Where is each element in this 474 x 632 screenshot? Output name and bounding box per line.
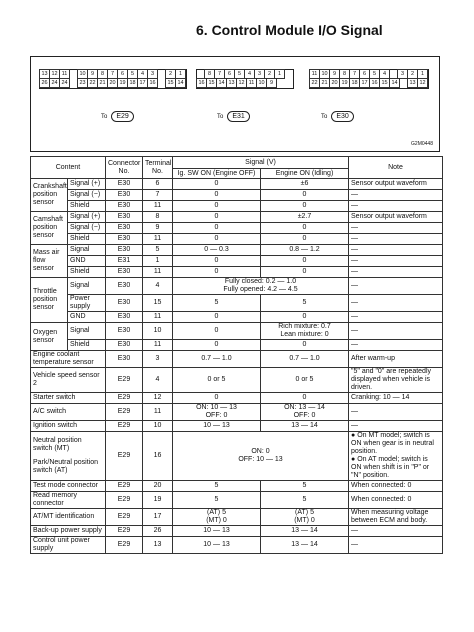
connector-pin: 13 <box>407 78 418 88</box>
ig-on-cell: 5 <box>173 295 261 312</box>
connector-pin: 15 <box>165 78 176 88</box>
connector-pin: 1 <box>175 69 186 79</box>
ig-on-cell: 0 or 5 <box>173 368 261 393</box>
terminal-cell: 10 <box>143 323 173 340</box>
header-connector: Connector No. <box>106 157 143 179</box>
content-cell <box>31 351 106 368</box>
ig-on-cell: 0 <box>173 256 261 267</box>
connector-cell: E30 <box>106 267 143 278</box>
engine-on-cell: 0 <box>261 312 349 323</box>
connector-e31 <box>196 69 294 89</box>
terminal-cell: 8 <box>143 212 173 223</box>
terminal-cell: 16 <box>143 432 173 481</box>
connector-cell: E29 <box>106 404 143 421</box>
engine-on-cell: 13 — 14 <box>261 526 349 537</box>
sub-label: Signal (+) <box>68 212 106 223</box>
connector-pin: 6 <box>224 69 235 79</box>
connector-cell: E30 <box>106 212 143 223</box>
sub-label: GND <box>68 312 106 323</box>
terminal-cell: 11 <box>143 234 173 245</box>
connector-cell: E30 <box>106 323 143 340</box>
terminal-cell: 5 <box>143 245 173 256</box>
terminal-cell: 4 <box>143 278 173 295</box>
content-label: Ignition switch <box>33 422 77 429</box>
connector-pin: 13 <box>226 78 237 88</box>
connector-cell: E30 <box>106 312 143 323</box>
header-engine-on: Engine ON (Idling) <box>261 169 349 179</box>
connector-pin: 19 <box>339 78 350 88</box>
note-cell: — <box>349 256 443 267</box>
ig-on-cell: 10 — 13 <box>173 526 261 537</box>
connector-cell: E29 <box>106 481 143 492</box>
connector-pin: 14 <box>389 78 400 88</box>
note-cell: When connected: 0 <box>349 481 443 492</box>
connector-cell: E29 <box>106 421 143 432</box>
engine-on-cell: ±2.7 <box>261 212 349 223</box>
ig-on-cell: (AT) 5 (MT) 0 <box>173 509 261 526</box>
table-row <box>31 223 443 234</box>
connector-cell: E29 <box>106 509 143 526</box>
content-label: Engine coolant temperature sensor <box>33 351 94 366</box>
engine-on-cell: (AT) 5 (MT) 0 <box>261 509 349 526</box>
table-row <box>31 368 443 393</box>
ig-on-cell: 0 <box>173 234 261 245</box>
table-row <box>31 190 443 201</box>
ig-on-cell: 0 <box>173 393 261 404</box>
sub-label: Signal (−) <box>68 190 106 201</box>
connector-cell: E29 <box>106 432 143 481</box>
connector-pin: 7 <box>107 69 118 79</box>
connector-pin: 20 <box>107 78 118 88</box>
note-cell: — <box>349 421 443 432</box>
engine-on-cell: 13 — 14 <box>261 537 349 554</box>
connector-pin: 2 <box>407 69 418 79</box>
group-label: Camshaft position sensor <box>31 212 68 245</box>
connector-pin: 3 <box>397 69 408 79</box>
content-cell <box>31 481 106 492</box>
content-cell <box>31 368 106 393</box>
engine-on-cell: 5 <box>261 481 349 492</box>
connector-pin: 12 <box>417 78 428 88</box>
e31-oval: E31 <box>227 111 249 122</box>
note-cell: — <box>349 245 443 256</box>
table-row <box>31 537 443 554</box>
io-signal-table <box>30 156 443 554</box>
table-row <box>31 351 443 368</box>
engine-on-cell: 0 <box>261 340 349 351</box>
ig-on-cell: 0 <box>173 312 261 323</box>
to-e29-label: To E29 <box>101 111 134 122</box>
connector-pin: 4 <box>137 69 148 79</box>
connector-pin: 6 <box>117 69 128 79</box>
connector-pin: 11 <box>246 78 257 88</box>
connector-cell: E30 <box>106 245 143 256</box>
connector-pin: 1 <box>274 69 285 79</box>
connector-cell: E30 <box>106 278 143 295</box>
content-label: Starter switch <box>33 394 76 401</box>
connector-pin: 7 <box>349 69 360 79</box>
ig-on-cell: 5 <box>173 481 261 492</box>
ig-on-cell: 0 <box>173 340 261 351</box>
content-cell <box>31 492 106 509</box>
note-cell: Sensor output waveform <box>349 179 443 190</box>
connector-cell: E29 <box>106 492 143 509</box>
to-e31-label: To E31 <box>217 111 250 122</box>
group-label: Mass air flow sensor <box>31 245 68 278</box>
content-cell <box>31 432 106 481</box>
connector-cell: E30 <box>106 351 143 368</box>
terminal-cell: 26 <box>143 526 173 537</box>
terminal-cell: 7 <box>143 190 173 201</box>
engine-on-cell: 13 — 14 <box>261 421 349 432</box>
connector-cell: E29 <box>106 368 143 393</box>
connector-cell: E29 <box>106 537 143 554</box>
connector-pin: 12 <box>236 78 247 88</box>
connector-pin: 22 <box>87 78 98 88</box>
terminal-cell: 6 <box>143 179 173 190</box>
connector-pin: 5 <box>127 69 138 79</box>
connector-pin: 10 <box>319 69 330 79</box>
note-cell: — <box>349 267 443 278</box>
table-row <box>31 323 443 340</box>
note-cell: Cranking: 10 — 14 <box>349 393 443 404</box>
terminal-cell: 11 <box>143 267 173 278</box>
terminal-cell: 11 <box>143 201 173 212</box>
note-cell: When measuring voltage between ECM and body. <box>349 509 443 526</box>
note-cell: — <box>349 340 443 351</box>
connector-pin: 13 <box>39 69 50 79</box>
engine-on-cell: ON: 13 — 14 OFF: 0 <box>261 404 349 421</box>
content-label-2: Park/Neutral position switch (AT) <box>33 459 98 474</box>
engine-on-cell: 0 <box>261 190 349 201</box>
ig-on-cell: 0 <box>173 223 261 234</box>
terminal-cell: 19 <box>143 492 173 509</box>
engine-on-cell: 0 or 5 <box>261 368 349 393</box>
pin-row <box>197 79 293 88</box>
engine-on-cell: 0 <box>261 201 349 212</box>
terminal-cell: 9 <box>143 223 173 234</box>
connector-pin: 6 <box>359 69 370 79</box>
ig-on-cell: 0 — 0.3 <box>173 245 261 256</box>
connector-pin: 4 <box>244 69 255 79</box>
note-cell: — <box>349 278 443 295</box>
connector-pin: 12 <box>49 69 60 79</box>
header-ig-on: Ig. SW ON (Engine OFF) <box>173 169 261 179</box>
sub-label: Shield <box>68 201 106 212</box>
content-cell <box>31 393 106 404</box>
terminal-cell: 10 <box>143 421 173 432</box>
sub-label: Signal (−) <box>68 223 106 234</box>
terminal-cell: 11 <box>143 404 173 421</box>
connector-pin: 3 <box>147 69 158 79</box>
connector-cell: E30 <box>106 340 143 351</box>
note-cell: When connected: 0 <box>349 492 443 509</box>
figure-id: G2M0448 <box>411 141 433 147</box>
content-label: Neutral position switch (MT) <box>33 437 82 452</box>
connector-cell: E29 <box>106 393 143 404</box>
sub-label: Power supply <box>68 295 106 312</box>
table-row <box>31 312 443 323</box>
note-cell: — <box>349 323 443 340</box>
engine-on-cell: ±6 <box>261 179 349 190</box>
ig-on-cell: 10 — 13 <box>173 537 261 554</box>
note-cell: — <box>349 190 443 201</box>
header-content: Content <box>31 157 106 179</box>
connector-pin: 24 <box>59 78 70 88</box>
table-row <box>31 432 443 481</box>
table-row <box>31 245 443 256</box>
connector-pin: 18 <box>127 78 138 88</box>
ig-on-cell: 0 <box>173 212 261 223</box>
table-row <box>31 492 443 509</box>
table-row <box>31 421 443 432</box>
group-label: Crankshaft position sensor <box>31 179 68 212</box>
connector-pin: 24 <box>49 78 60 88</box>
table-row <box>31 340 443 351</box>
sub-label: Shield <box>68 234 106 245</box>
table-row <box>31 295 443 312</box>
engine-on-cell: 0 <box>261 223 349 234</box>
content-label: Test mode connector <box>33 482 98 489</box>
note-cell: — <box>349 201 443 212</box>
header-terminal: Terminal No. <box>143 157 173 179</box>
ig-on-cell: 0 <box>173 179 261 190</box>
content-label: Control unit power supply <box>33 537 90 552</box>
connector-pin: 10 <box>77 69 88 79</box>
terminal-cell: 4 <box>143 368 173 393</box>
sub-label: Shield <box>68 267 106 278</box>
note-cell: ● On MT model; switch is ON when gear is in neutral position. ● On AT model; switch is ON when shift is in "P" or "N" position. <box>349 432 443 481</box>
ig-on-cell: ON: 10 — 13 OFF: 0 <box>173 404 261 421</box>
connector-pin: 9 <box>266 78 277 88</box>
connector-pin: 17 <box>137 78 148 88</box>
engine-on-cell: Rich mixture: 0.7 Lean mixture: 0 <box>261 323 349 340</box>
group-label: Oxygen sensor <box>31 323 68 351</box>
connector-pin: 21 <box>97 78 108 88</box>
connector-pin: 20 <box>329 78 340 88</box>
connector-pin: 14 <box>175 78 186 88</box>
ig-on-cell: 0 <box>173 201 261 212</box>
content-label: AT/MT identification <box>33 513 95 520</box>
table-row <box>31 179 443 190</box>
connector-pin: 16 <box>147 78 158 88</box>
e29-oval: E29 <box>111 111 133 122</box>
note-cell: — <box>349 234 443 245</box>
connector-pin: 9 <box>329 69 340 79</box>
note-cell: — <box>349 295 443 312</box>
table-row <box>31 212 443 223</box>
table-row <box>31 278 443 295</box>
connector-cell: E30 <box>106 179 143 190</box>
to-e30-label: To E30 <box>321 111 354 122</box>
connector-cell: E30 <box>106 295 143 312</box>
connector-pin: 26 <box>39 78 50 88</box>
table-row <box>31 267 443 278</box>
terminal-cell: 11 <box>143 340 173 351</box>
connector-pin: 15 <box>379 78 390 88</box>
sub-label: GND <box>68 256 106 267</box>
connector-pin: 22 <box>309 78 320 88</box>
connector-pin <box>284 69 293 77</box>
connector-cell: E31 <box>106 256 143 267</box>
terminal-cell: 13 <box>143 537 173 554</box>
note-cell: — <box>349 404 443 421</box>
content-label: Vehicle speed sensor 2 <box>33 372 100 387</box>
table-row <box>31 404 443 421</box>
connector-pin: 17 <box>359 78 370 88</box>
engine-on-cell: 0 <box>261 256 349 267</box>
connector-e30 <box>309 69 429 89</box>
terminal-cell: 11 <box>143 312 173 323</box>
table-row <box>31 234 443 245</box>
engine-on-cell: 0.7 — 1.0 <box>261 351 349 368</box>
connector-pin: 1 <box>417 69 428 79</box>
note-cell: — <box>349 537 443 554</box>
connector-pin: 16 <box>196 78 207 88</box>
note-cell: "5" and "0" are repeatedly displayed when vehicle is driven. <box>349 368 443 393</box>
engine-on-cell: 0 <box>261 234 349 245</box>
content-label: A/C switch <box>33 408 67 415</box>
sub-label: Signal <box>68 245 106 256</box>
terminal-cell: 3 <box>143 351 173 368</box>
table-row <box>31 256 443 267</box>
content-cell <box>31 509 106 526</box>
table-row <box>31 509 443 526</box>
connector-pin: 2 <box>165 69 176 79</box>
note-cell: After warm-up <box>349 351 443 368</box>
connector-cell: E30 <box>106 223 143 234</box>
group-label: Throttle position sensor <box>31 278 68 323</box>
content-cell <box>31 526 106 537</box>
engine-on-cell: 0 <box>261 393 349 404</box>
note-cell: — <box>349 223 443 234</box>
terminal-cell: 15 <box>143 295 173 312</box>
connector-pin: 9 <box>87 69 98 79</box>
connector-cell: E30 <box>106 201 143 212</box>
ig-on-cell: 0 <box>173 267 261 278</box>
connector-pin: 3 <box>254 69 265 79</box>
pin-row <box>310 79 428 88</box>
connector-pin: 21 <box>319 78 330 88</box>
terminal-cell: 12 <box>143 393 173 404</box>
ig-on-cell: 0 <box>173 190 261 201</box>
content-cell <box>31 537 106 554</box>
e30-oval: E30 <box>331 111 353 122</box>
sub-label: Shield <box>68 340 106 351</box>
header-signal: Signal (V) <box>173 157 349 169</box>
connector-pin: 5 <box>369 69 380 79</box>
connector-pin: 23 <box>77 78 88 88</box>
connector-cell: E29 <box>106 526 143 537</box>
connector-cell: E30 <box>106 190 143 201</box>
signal-span-cell: Fully closed: 0.2 — 1.0 Fully opened: 4.2 — 4.5 <box>173 278 349 295</box>
content-label: Back-up power supply <box>33 527 102 534</box>
connector-pin: 18 <box>349 78 360 88</box>
table-row <box>31 526 443 537</box>
note-cell: — <box>349 312 443 323</box>
pin-row <box>40 79 186 88</box>
connector-e29 <box>39 69 187 89</box>
sub-label: Signal <box>68 278 106 295</box>
connector-pin: 19 <box>117 78 128 88</box>
ig-on-cell: 10 — 13 <box>173 421 261 432</box>
header-note: Note <box>349 157 443 179</box>
ig-on-cell: 0 <box>173 323 261 340</box>
table-row <box>31 393 443 404</box>
connector-diagram <box>30 56 440 152</box>
page-title: 6. Control Module I/O Signal <box>196 22 383 38</box>
engine-on-cell: 0.8 — 1.2 <box>261 245 349 256</box>
connector-pin: 8 <box>97 69 108 79</box>
signal-span-cell: ON: 0 OFF: 10 — 13 <box>173 432 349 481</box>
engine-on-cell: 5 <box>261 295 349 312</box>
ig-on-cell: 5 <box>173 492 261 509</box>
connector-cell: E30 <box>106 234 143 245</box>
connector-pin: 10 <box>256 78 267 88</box>
note-cell: Sensor output waveform <box>349 212 443 223</box>
connector-pin: 15 <box>206 78 217 88</box>
engine-on-cell: 0 <box>261 267 349 278</box>
sub-label: Signal <box>68 323 106 340</box>
terminal-cell: 1 <box>143 256 173 267</box>
sub-label: Signal (+) <box>68 179 106 190</box>
connector-pin: 8 <box>204 69 215 79</box>
note-cell: — <box>349 526 443 537</box>
table-row <box>31 481 443 492</box>
ig-on-cell: 0.7 — 1.0 <box>173 351 261 368</box>
table-row <box>31 201 443 212</box>
connector-pin: 4 <box>379 69 390 79</box>
connector-pin: 16 <box>369 78 380 88</box>
content-cell <box>31 421 106 432</box>
connector-pin: 14 <box>216 78 227 88</box>
connector-pin: 11 <box>59 69 70 79</box>
content-label: Read memory connector <box>33 492 77 507</box>
connector-pin: 7 <box>214 69 225 79</box>
connector-pin: 8 <box>339 69 350 79</box>
connector-pin: 5 <box>234 69 245 79</box>
connector-pin: 11 <box>309 69 320 79</box>
connector-pin: 2 <box>264 69 275 79</box>
engine-on-cell: 5 <box>261 492 349 509</box>
content-cell <box>31 404 106 421</box>
terminal-cell: 17 <box>143 509 173 526</box>
terminal-cell: 20 <box>143 481 173 492</box>
